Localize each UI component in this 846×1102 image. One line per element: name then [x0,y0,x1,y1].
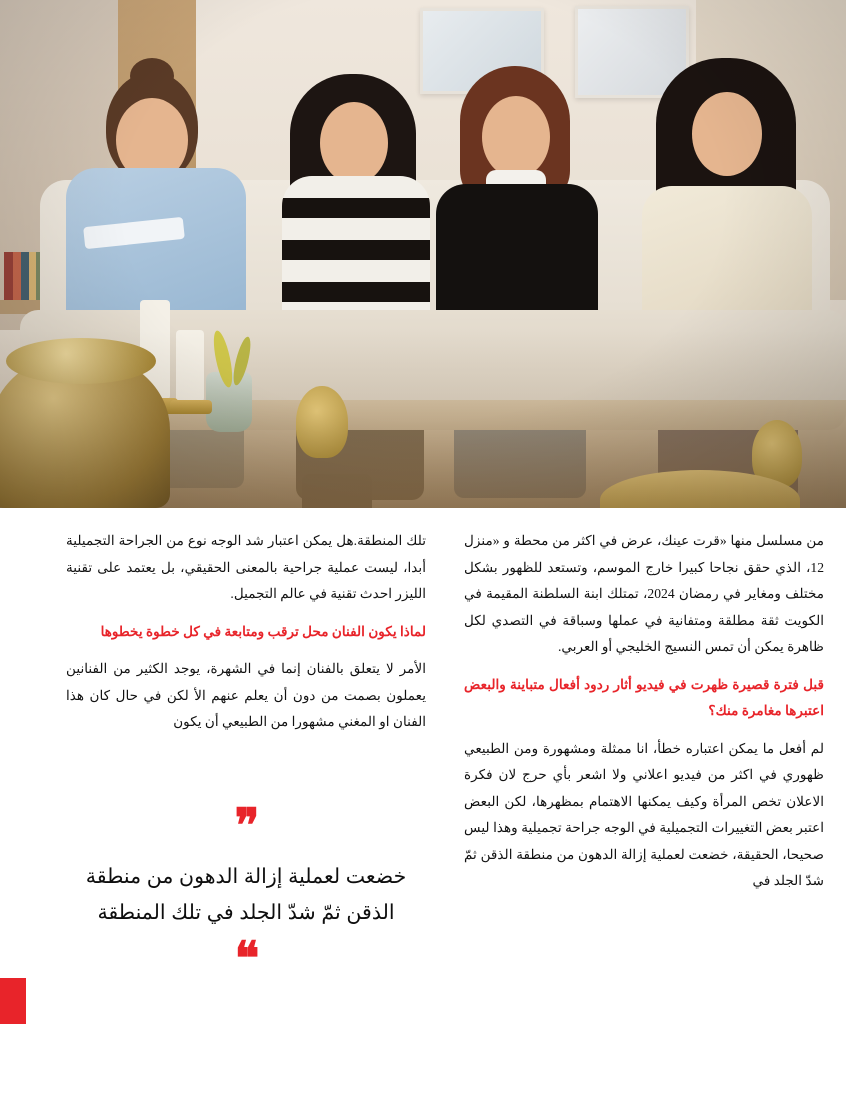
pull-quote [66,800,426,984]
hair-bun [130,58,174,94]
article-hero-photo [0,0,846,508]
quote-mark-open-icon: ❞ [234,800,258,851]
candle-short [176,330,204,402]
interview-question: لماذا يكون الفنان محل ترقب ومتابعة في كل خطوة يخطوها [100,623,426,639]
text-column-left [66,528,426,747]
face [320,102,388,184]
article-body [0,508,846,1102]
candle-holder-2 [170,400,212,414]
brass-pot-lid [6,338,156,384]
quote-mark-close-icon: ❝ [234,932,258,984]
paragraph: الأمر لا يتعلق بالفنان إنما في الشهرة، يوجد الكثير من الفنانين يعملون بصمت من دون أن يعلم عنهم الأ لكن في حال كان هذا الفنان او المغني مشهورا من الطبيعي أن يكون [66,661,426,729]
interview-question: قبل فترة قصيرة ظهرت في فيديو أثار ردود أفعال متباينة والبعض اعتبرها مغامرة منك؟ [464,676,824,718]
paragraph: تلك المنطقة.هل يمكن اعتبار شد الوجه نوع من الجراحة التجميلية أبدا، ليست عملية جراحية بالمعنى الحقيقي، بل يعتمد على تقنية الليزر احدث تقنية في عالم التجميل. [66,533,426,601]
face [692,92,762,176]
gold-pineapple-1 [296,386,348,458]
paragraph: من مسلسل منها «قرت عينك، عرض في اكثر من محطة و «منزل 12، الذي حقق نجاحا كبيرا خارج الموسم، وتستعد للظهور بشكل مختلف ومغاير في رمضان 2024، تمتلك ابنة السلطنة المقيمة في الكويت ثقة مطلقة ومتفانية في عملها وسباقة في التصدي لكل ظاهرة يمكن أن تمس النسيج الخليجي أو العربي. [464,533,824,654]
pull-quote-text: خضعت لعملية إزالة الدهون من منطقة الذقن ثمّ شدّ الجلد في تلك المنطقة [85,864,407,924]
page-edge-marker [0,978,26,1024]
paragraph: لم أفعل ما يمكن اعتباره خطأ، انا ممثلة ومشهورة ومن الطبيعي ظهوري في اكثر من فيديو اعلاني ولا اشعر بأي حرج لان فكرة الاعلان تخص المرأة وكيف يمكنها الاهتمام بمظهرها، لكن البعض اعتبر بعض التغييرات التجميلية في الوجه جراحة تجميلية وهذا ليس صحيحا، الحقيقة، خضعت لعملية إزالة الدهون من منطقة الذقن ثمّ شدّ الجلد في [464,740,824,888]
text-column-right [464,528,824,906]
face [482,96,550,178]
